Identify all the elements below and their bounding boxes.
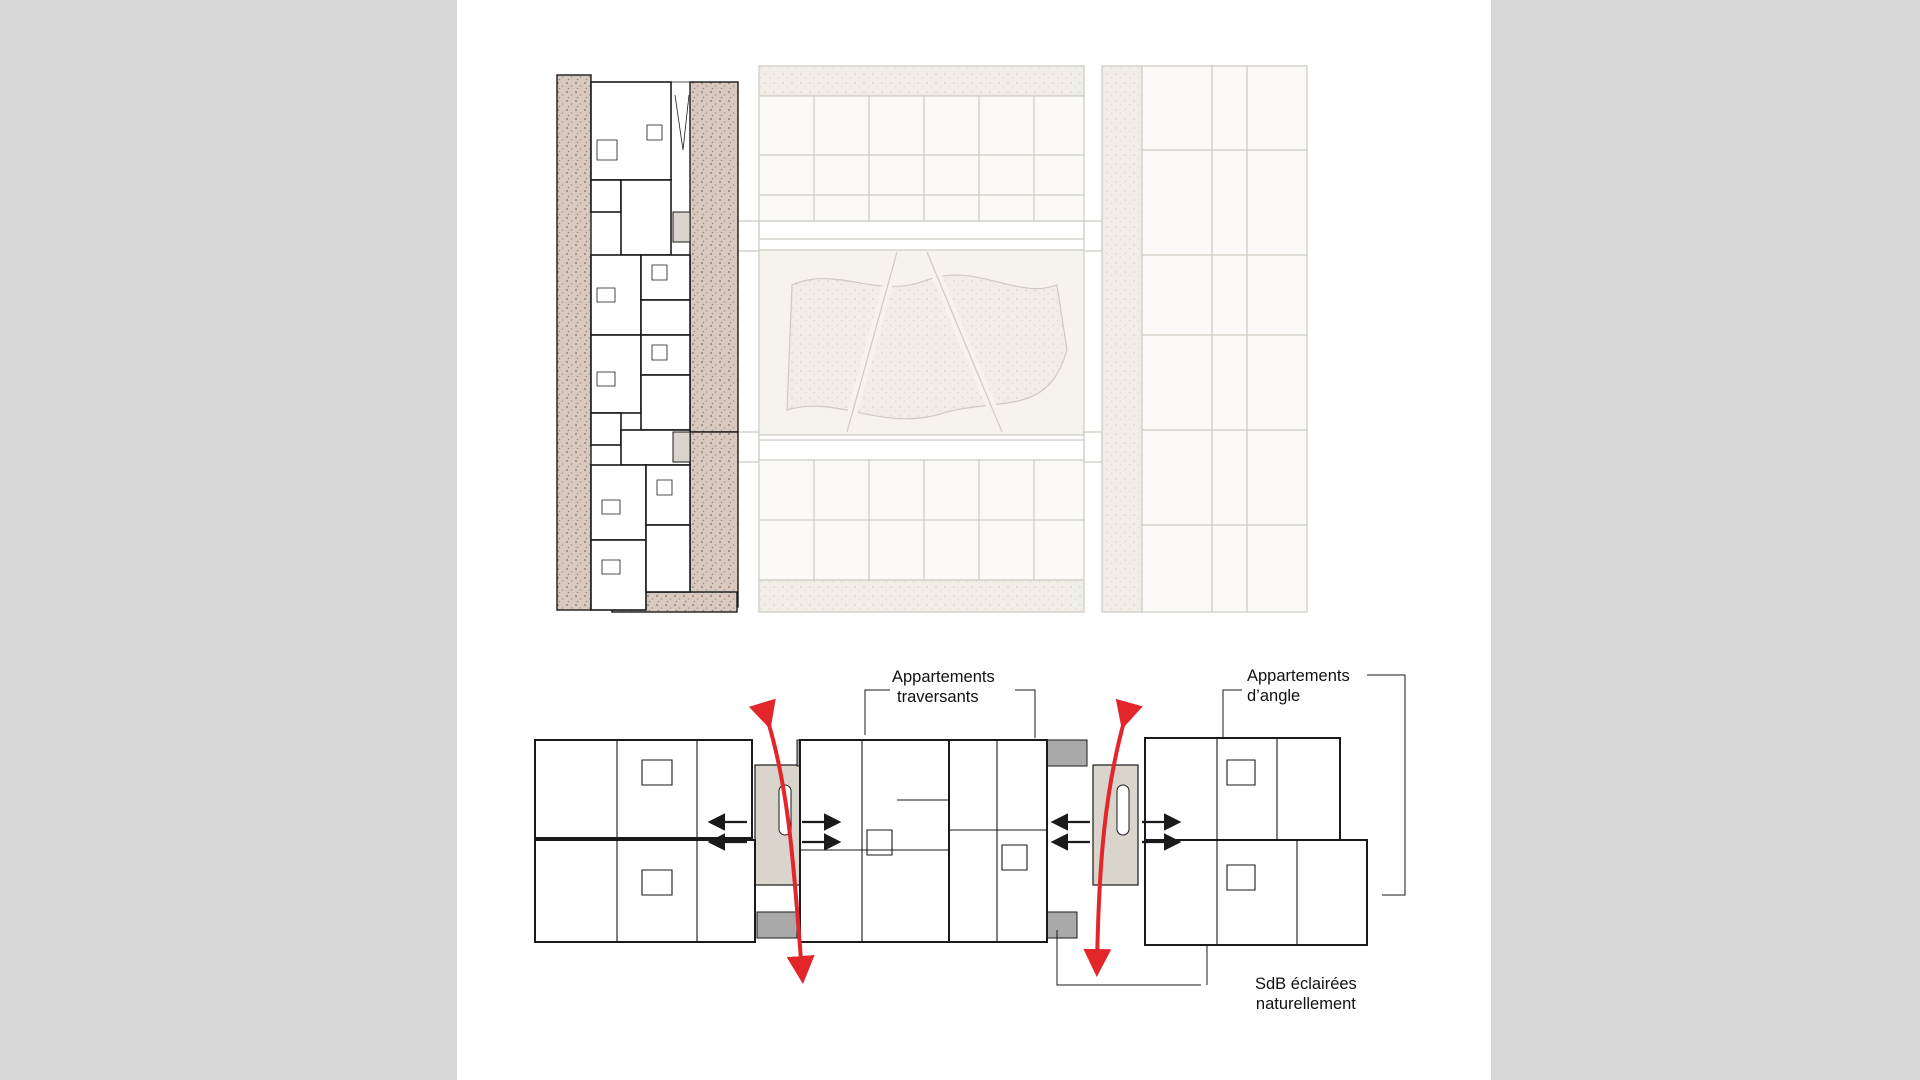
shaft-3 xyxy=(1047,740,1087,766)
site-plan xyxy=(557,66,1307,612)
drawing-sheet xyxy=(457,0,1491,1080)
architectural-plans xyxy=(457,0,1491,1080)
label-traversants-line1: Appartements xyxy=(892,668,995,686)
label-angle-line1: Appartements xyxy=(1247,667,1350,685)
label-sdb-line2: naturellement xyxy=(1255,995,1356,1013)
label-traversants-line2: traversants xyxy=(897,688,979,706)
typical-floor-plan xyxy=(535,675,1405,985)
label-sdb-line1: SdB éclairées xyxy=(1255,975,1357,993)
label-traversants xyxy=(892,667,995,707)
label-angle-line2: d’angle xyxy=(1247,687,1301,705)
highlighted-building xyxy=(557,75,738,612)
faded-buildings xyxy=(737,66,1307,612)
label-sdb xyxy=(1255,974,1357,1014)
shaft-2 xyxy=(757,912,797,938)
label-angle xyxy=(1247,666,1350,706)
